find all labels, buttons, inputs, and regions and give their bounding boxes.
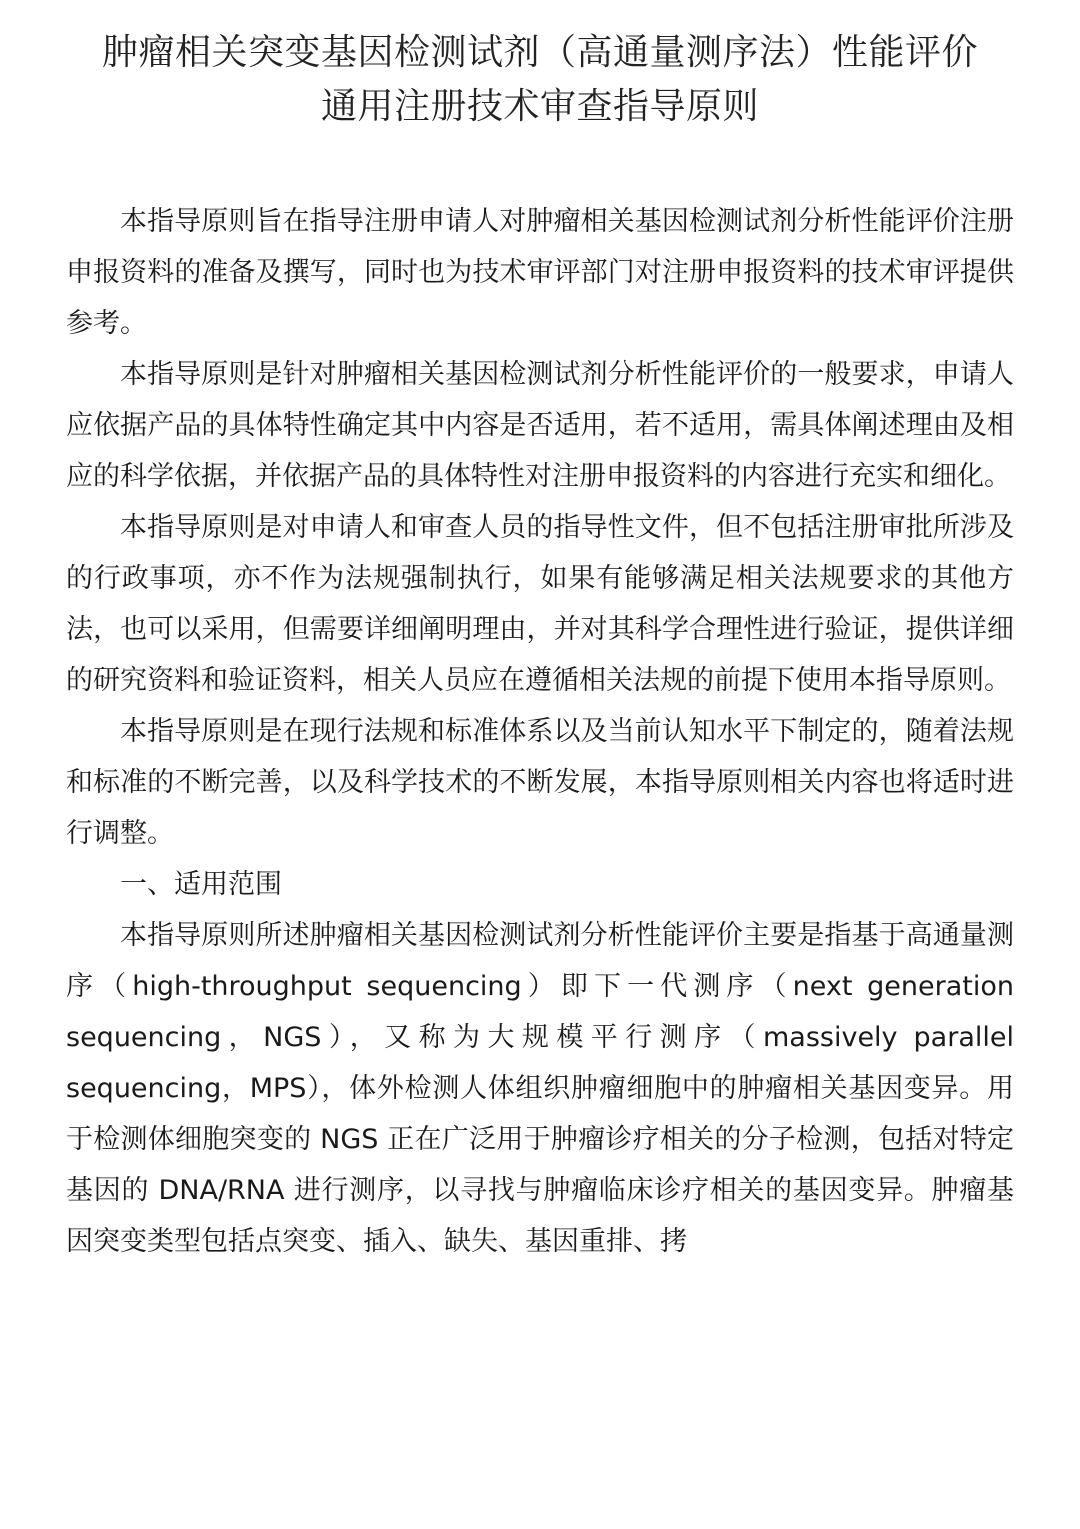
- document-body: [66, 196, 1014, 1267]
- document-title: [66, 26, 1014, 134]
- paragraph-scope: 本指导原则所述肿瘤相关基因检测试剂分析性能评价主要是指基于高通量测序（high-throughput sequencing）即下一代测序（next generation sequencing，NGS），又称为大规模平行测序（massively parallel sequencing，MPS），体外检测人体组织肿瘤细胞中的肿瘤相关基因变异。用于检测体细胞突变的 NGS 正在广泛用于肿瘤诊疗相关的分子检测，包括对特定基因的 DNA/RNA 进行测序，以寻找与肿瘤临床诊疗相关的基因变异。肿瘤基因突变类型包括点突变、插入、缺失、基因重排、拷: [66, 920, 1014, 1257]
- paragraph-purpose: 本指导原则旨在指导注册申请人对肿瘤相关基因检测试剂分析性能评价注册申报资料的准备及撰写，同时也为技术审评部门对注册申报资料的技术审评提供参考。: [66, 206, 1014, 339]
- paragraph-requirements: 本指导原则是针对肿瘤相关基因检测试剂分析性能评价的一般要求，申请人应依据产品的具体特性确定其中内容是否适用，若不适用，需具体阐述理由及相应的科学依据，并依据产品的具体特性对注册申报资料的内容进行充实和细化。: [66, 359, 1014, 492]
- document-title-line-2: 通用注册技术审查指导原则: [320, 86, 759, 127]
- paragraph-guidance-nature: 本指导原则是对申请人和审查人员的指导性文件，但不包括注册审批所涉及的行政事项，亦不作为法规强制执行，如果有能够满足相关法规要求的其他方法，也可以采用，但需要详细阐明理由，并对其科学合理性进行验证，提供详细的研究资料和验证资料，相关人员应在遵循相关法规的前提下使用本指导原则。: [66, 512, 1014, 696]
- section-heading-scope: 一、适用范围: [120, 869, 282, 900]
- paragraph-adjustment: 本指导原则是在现行法规和标准体系以及当前认知水平下制定的，随着法规和标准的不断完善，以及科学技术的不断发展，本指导原则相关内容也将适时进行调整。: [66, 716, 1014, 849]
- document-title-line-1: 肿瘤相关突变基因检测试剂（高通量测序法）性能评价: [101, 32, 978, 73]
